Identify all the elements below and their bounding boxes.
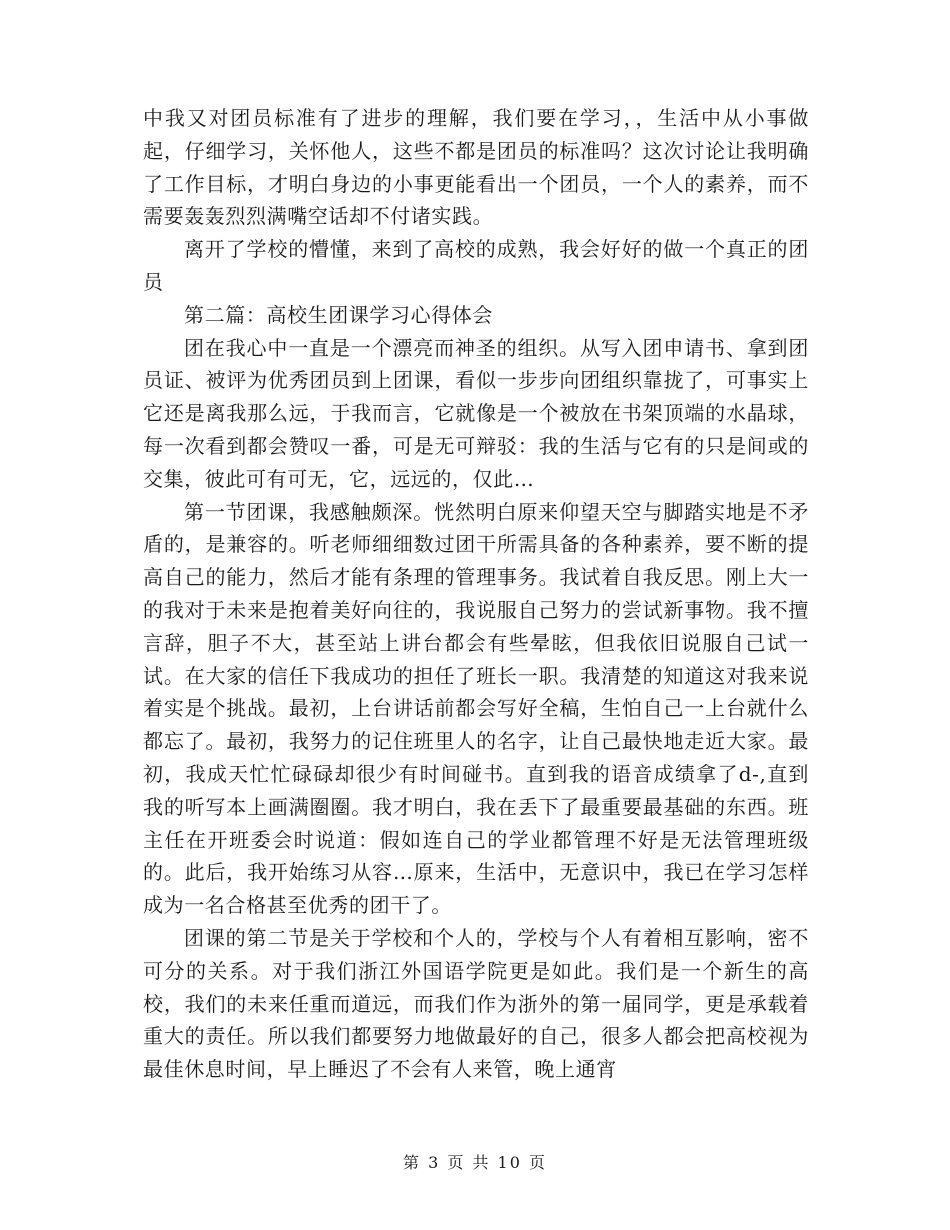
paragraph-3: 团在我心中一直是一个漂亮而神圣的组织。从写入团申请书、拿到团员证、被评为优秀团员到上团课，看似一步步向团组织靠拢了，可事实上它还是离我那么远，于我而言，它就像是一个被放在书架顶端的水晶球，每一次看到都会赞叹一番，可是无可辩驳：我的生活与它有的只是间或的交集，彼此可有可无，它，远远的，仅此… <box>143 335 809 491</box>
document-body <box>143 102 809 1086</box>
page-footer: 第 3 页 共 10 页 <box>403 1153 547 1172</box>
paragraph-1: 中我又对团员标准有了进步的理解，我们要在学习，，生活中从小事做起，仔细学习，关怀他人，这些不都是团员的标准吗？这次讨论让我明确了工作目标，才明白身边的小事更能看出一个团员，一个人的素养，而不需要轰轰烈烈满嘴空话却不付诸实践。 <box>143 106 809 229</box>
paragraph-4: 第一节团课，我感触颇深。恍然明白原来仰望天空与脚踏实地是不矛盾的，是兼容的。听老师细细数过团干所需具备的各种素养，要不断的提高自己的能力，然后才能有条理的管理事务。我试着自我反思。刚上大一的我对于未来是抱着美好向往的，我说服自己努力的尝试新事物。我不擅言辞，胆子不大，甚至站上讲台都会有些晕眩，但我依旧说服自己试一试。在大家的信任下我成功的担任了班长一职。我清楚的知道这对我来说着实是个挑战。最初，上台讲话前都会写好全稿，生怕自己一上台就什么都忘了。最初，我努力的记住班里人的名字，让自己最快地走近大家。最初，我成天忙忙碌碌却很少有时间碰书。直到我的语音成绩拿了d-,直到我的听写本上画满圈圈。我才明白，我在丢下了最重要最基础的东西。班主任在开班委会时说道：假如连自己的学业都管理不好是无法管理班级的。此后，我开始练习从容…原来，生活中，无意识中，我已在学习怎样成为一名合格甚至优秀的团干了。 <box>143 499 809 918</box>
section-heading: 第二篇：高校生团课学习心得体会 <box>184 302 493 327</box>
paragraph-2: 离开了学校的懵懂，来到了高校的成熟，我会好好的做一个真正的团员 <box>143 237 809 294</box>
paragraph-5: 团课的第二节是关于学校和个人的，学校与个人有着相互影响，密不可分的关系。对于我们浙江外国语学院更是如此。我们是一个新生的高校，我们的未来任重而道远，而我们作为浙外的第一届同学，更是承载着重大的责任。所以我们都要努力地做最好的自己，很多人都会把高校视为最佳休息时间，早上睡迟了不会有人来管，晚上通宵 <box>143 925 809 1082</box>
